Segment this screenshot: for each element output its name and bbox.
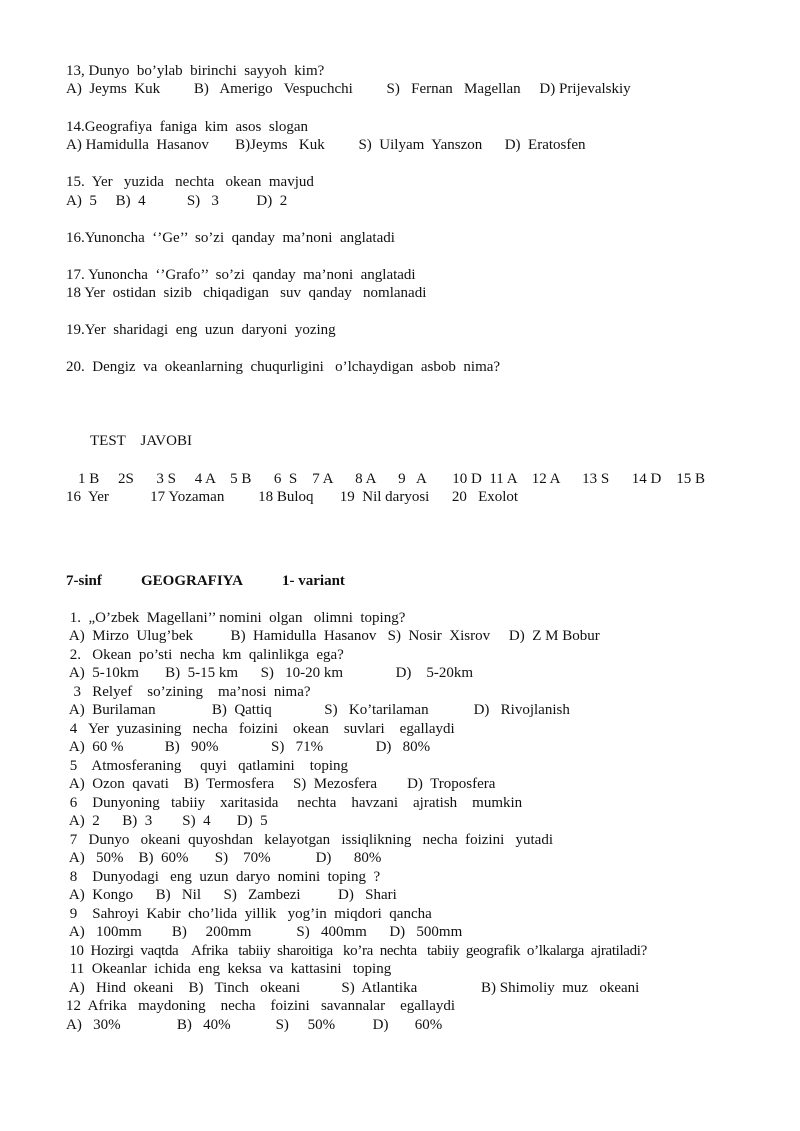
v1-line: 4 Yer yuzasining necha foizini okean suvlari egallaydi [66,721,455,737]
question-13: 13, Dunyo bo’ylab birinchi sayyoh kim? [66,63,325,79]
answers-title: TEST JAVOBI [90,433,192,449]
v1-line: 6 Dunyoning tabiiy xaritasida nechta havzani ajratish mumkin [66,795,523,811]
v1-line: A) 30% B) 40% S) 50% D) 60% [66,1017,443,1033]
question-15: 15. Yer yuzida nechta okean mavjud [66,174,314,190]
v1-line: A) Burilaman B) Qattiq S) Ko’tarilaman D) Rivojlanish [66,702,570,718]
question-14: 14.Geografiya faniga kim asos slogan [66,119,309,135]
question-17: 17. Yunoncha ‘’Grafo’’ so’zi qanday ma’noni anglatadi [66,267,416,283]
v1-line: A) 5-10km B) 5-15 km S) 10-20 km D) 5-20km [66,665,474,681]
v1-line: 12 Afrika maydoning necha foizini savannalar egallaydi [66,998,456,1014]
v1-line: A) 100mm B) 200mm S) 400mm D) 500mm [66,924,463,940]
v1-line: 3 Relyef so’zining ma’nosi nima? [66,684,311,700]
v1-line: 5 Atmosferaning quyi qatlamini toping [66,758,349,774]
options-13: A) Jeyms Kuk B) Amerigo Vespuchchi S) Fernan Magellan D) Prijevalskiy [66,81,631,97]
answers-row-1: 1 B 2S 3 S 4 A 5 B 6 S 7 A 8 A 9 A 10 D 11 A 12 A 13 S 14 D 15 B [78,471,706,487]
v1-line: A) 50% B) 60% S) 70% D) 80% [66,850,382,866]
v1-line: A) 2 B) 3 S) 4 D) 5 [66,813,268,829]
v1-line: A) Kongo B) Nil S) Zambezi D) Shari [66,887,397,903]
options-15: A) 5 B) 4 S) 3 D) 2 [66,193,288,209]
question-16: 16.Yunoncha ‘’Ge’’ so’zi qanday ma’noni anglatadi [66,230,395,246]
subject-label: GEOGRAFIYA [141,573,243,589]
v1-line: 8 Dunyodagi eng uzun daryo nomini toping ? [66,869,381,885]
v1-line: 11 Okeanlar ichida eng keksa va kattasini toping [66,961,392,977]
question-20: 20. Dengiz va okeanlarning chuqurligini o’lchaydigan asbob nima? [66,359,501,375]
v1-line: 7 Dunyo okeani quyoshdan kelayotgan issiqlikning necha foizini yutadi [66,832,554,848]
options-14: A) Hamidulla Hasanov B)Jeyms Kuk S) Uilyam Yanszon D) Eratosfen [66,137,586,153]
v1-line: A) 60 % B) 90% S) 71% D) 80% [66,739,431,755]
v1-line: A) Mirzo Ulug’bek B) Hamidulla Hasanov S) Nosir Xisrov D) Z M Bobur [66,628,600,644]
answers-row-2: 16 Yer 17 Yozaman 18 Buloq 19 Nil daryosi 20 Exolot [66,489,519,505]
v1-line: 2. Okean po’sti necha km qalinlikga ega? [66,647,344,663]
grade-label: 7-sinf [66,573,102,589]
v1-line: A) Hind okeani B) Tinch okeani S) Atlantika B) Shimoliy muz okeani [66,980,640,996]
v1-line: A) Ozon qavati B) Termosfera S) Mezosfera D) Troposfera [66,776,496,792]
question-18: 18 Yer ostidan sizib chiqadigan suv qanday nomlanadi [66,285,427,301]
variant-label: 1- variant [282,573,345,589]
question-19: 19.Yer sharidagi eng uzun daryoni yozing [66,322,336,338]
v1-line: 9 Sahroyi Kabir cho’lida yillik yog’in miqdori qancha [66,906,432,922]
v1-line: 1. „O’zbek Magellani’’ nomini olgan olimni toping? [66,610,406,626]
v1-line: 10 Hozirgi vaqtda Afrika tabiiy sharoitiga ko’ra nechta tabiiy geografik o’lkalarga ajratiladi? [66,943,647,959]
